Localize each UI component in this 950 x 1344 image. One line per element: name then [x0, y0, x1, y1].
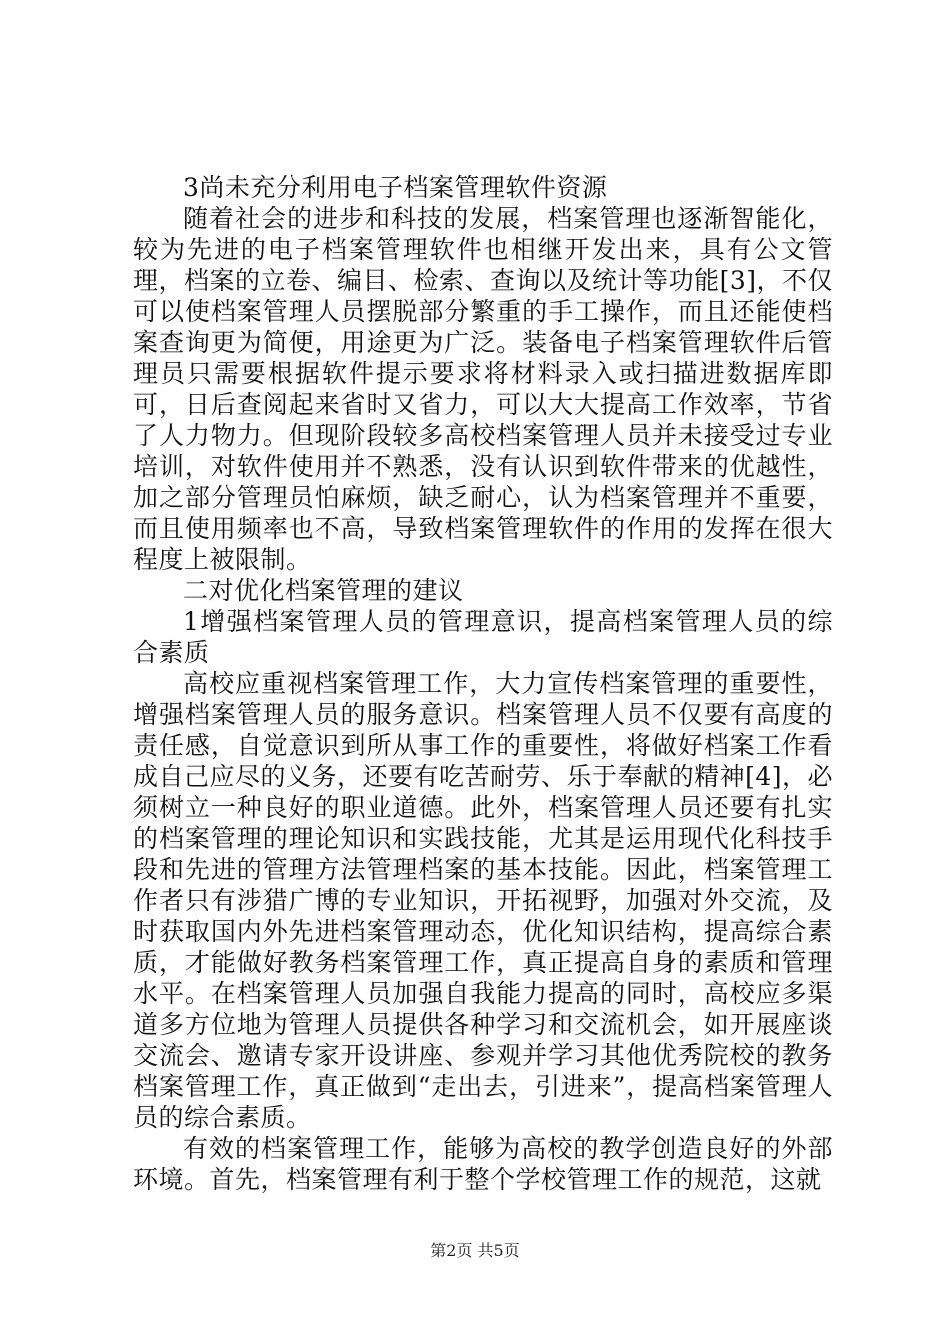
paragraph-software-resources: 随着社会的进步和科技的发展，档案管理也逐渐智能化，较为先进的电子档案管理软件也相继开发出来，具有公文管理，档案的立卷、编目、检索、查询以及统计等功能[3]，不仅可以使档案管理人员摆脱部分繁重的手工操作，而且还能使档案查询更为简便，用途更为广泛。装备电子档案管理软件后管理员只需要根据软件提示要求将材料录入或扫描进数据库即可，日后查阅起来省时又省力，可以大大提高工作效率，节省了人力物力。但现阶段较多高校档案管理人员并未接受过专业培训，对软件使用并不熟悉，没有认识到软件带来的优越性，加之部分管理员怕麻烦，缺乏耐心，认为档案管理并不重要，而且使用频率也不高，导致档案管理软件的作用的发挥在很大程度上被限制。 [133, 204, 833, 574]
page-number-footer: 第2页 共5页 [430, 1241, 520, 1260]
heading-suggestions: 二对优化档案管理的建议 [183, 576, 464, 605]
heading-management-awareness: 1增强档案管理人员的管理意识，提高档案管理人员的综合素质 [133, 607, 833, 667]
heading-underused-software: 3尚未充分利用电子档案管理软件资源 [183, 173, 608, 202]
body-text [133, 172, 833, 1195]
paragraph-effective-management: 有效的档案管理工作，能够为高校的教学创造良好的外部环境。首先，档案管理有利于整个学校管理工作的规范，这就 [133, 1134, 833, 1194]
paragraph-staff-quality: 高校应重视档案管理工作，大力宣传档案管理的重要性，增强档案管理人员的服务意识。档案管理人员不仅要有高度的责任感，自觉意识到所从事工作的重要性，将做好档案工作看成自己应尽的义务，还要有吃苦耐劳、乐于奉献的精神[4]，必须树立一种良好的职业道德。此外，档案管理人员还要有扎实的档案管理的理论知识和实践技能，尤其是运用现代化科技手段和先进的管理方法管理档案的基本技能。因此，档案管理工作者只有涉猎广博的专业知识，开拓视野，加强对外交流，及时获取国内外先进档案管理动态，优化知识结构，提高综合素质，才能做好教务档案管理工作，真正提高自身的素质和管理水平。在档案管理人员加强自我能力提高的同时，高校应多渠道多方位地为管理人员提供各种学习和交流机会，如开展座谈交流会、邀请专家开设讲座、参观并学习其他优秀院校的教务档案管理工作，真正做到“走出去，引进来”，提高档案管理人员的综合素质。 [133, 669, 833, 1132]
